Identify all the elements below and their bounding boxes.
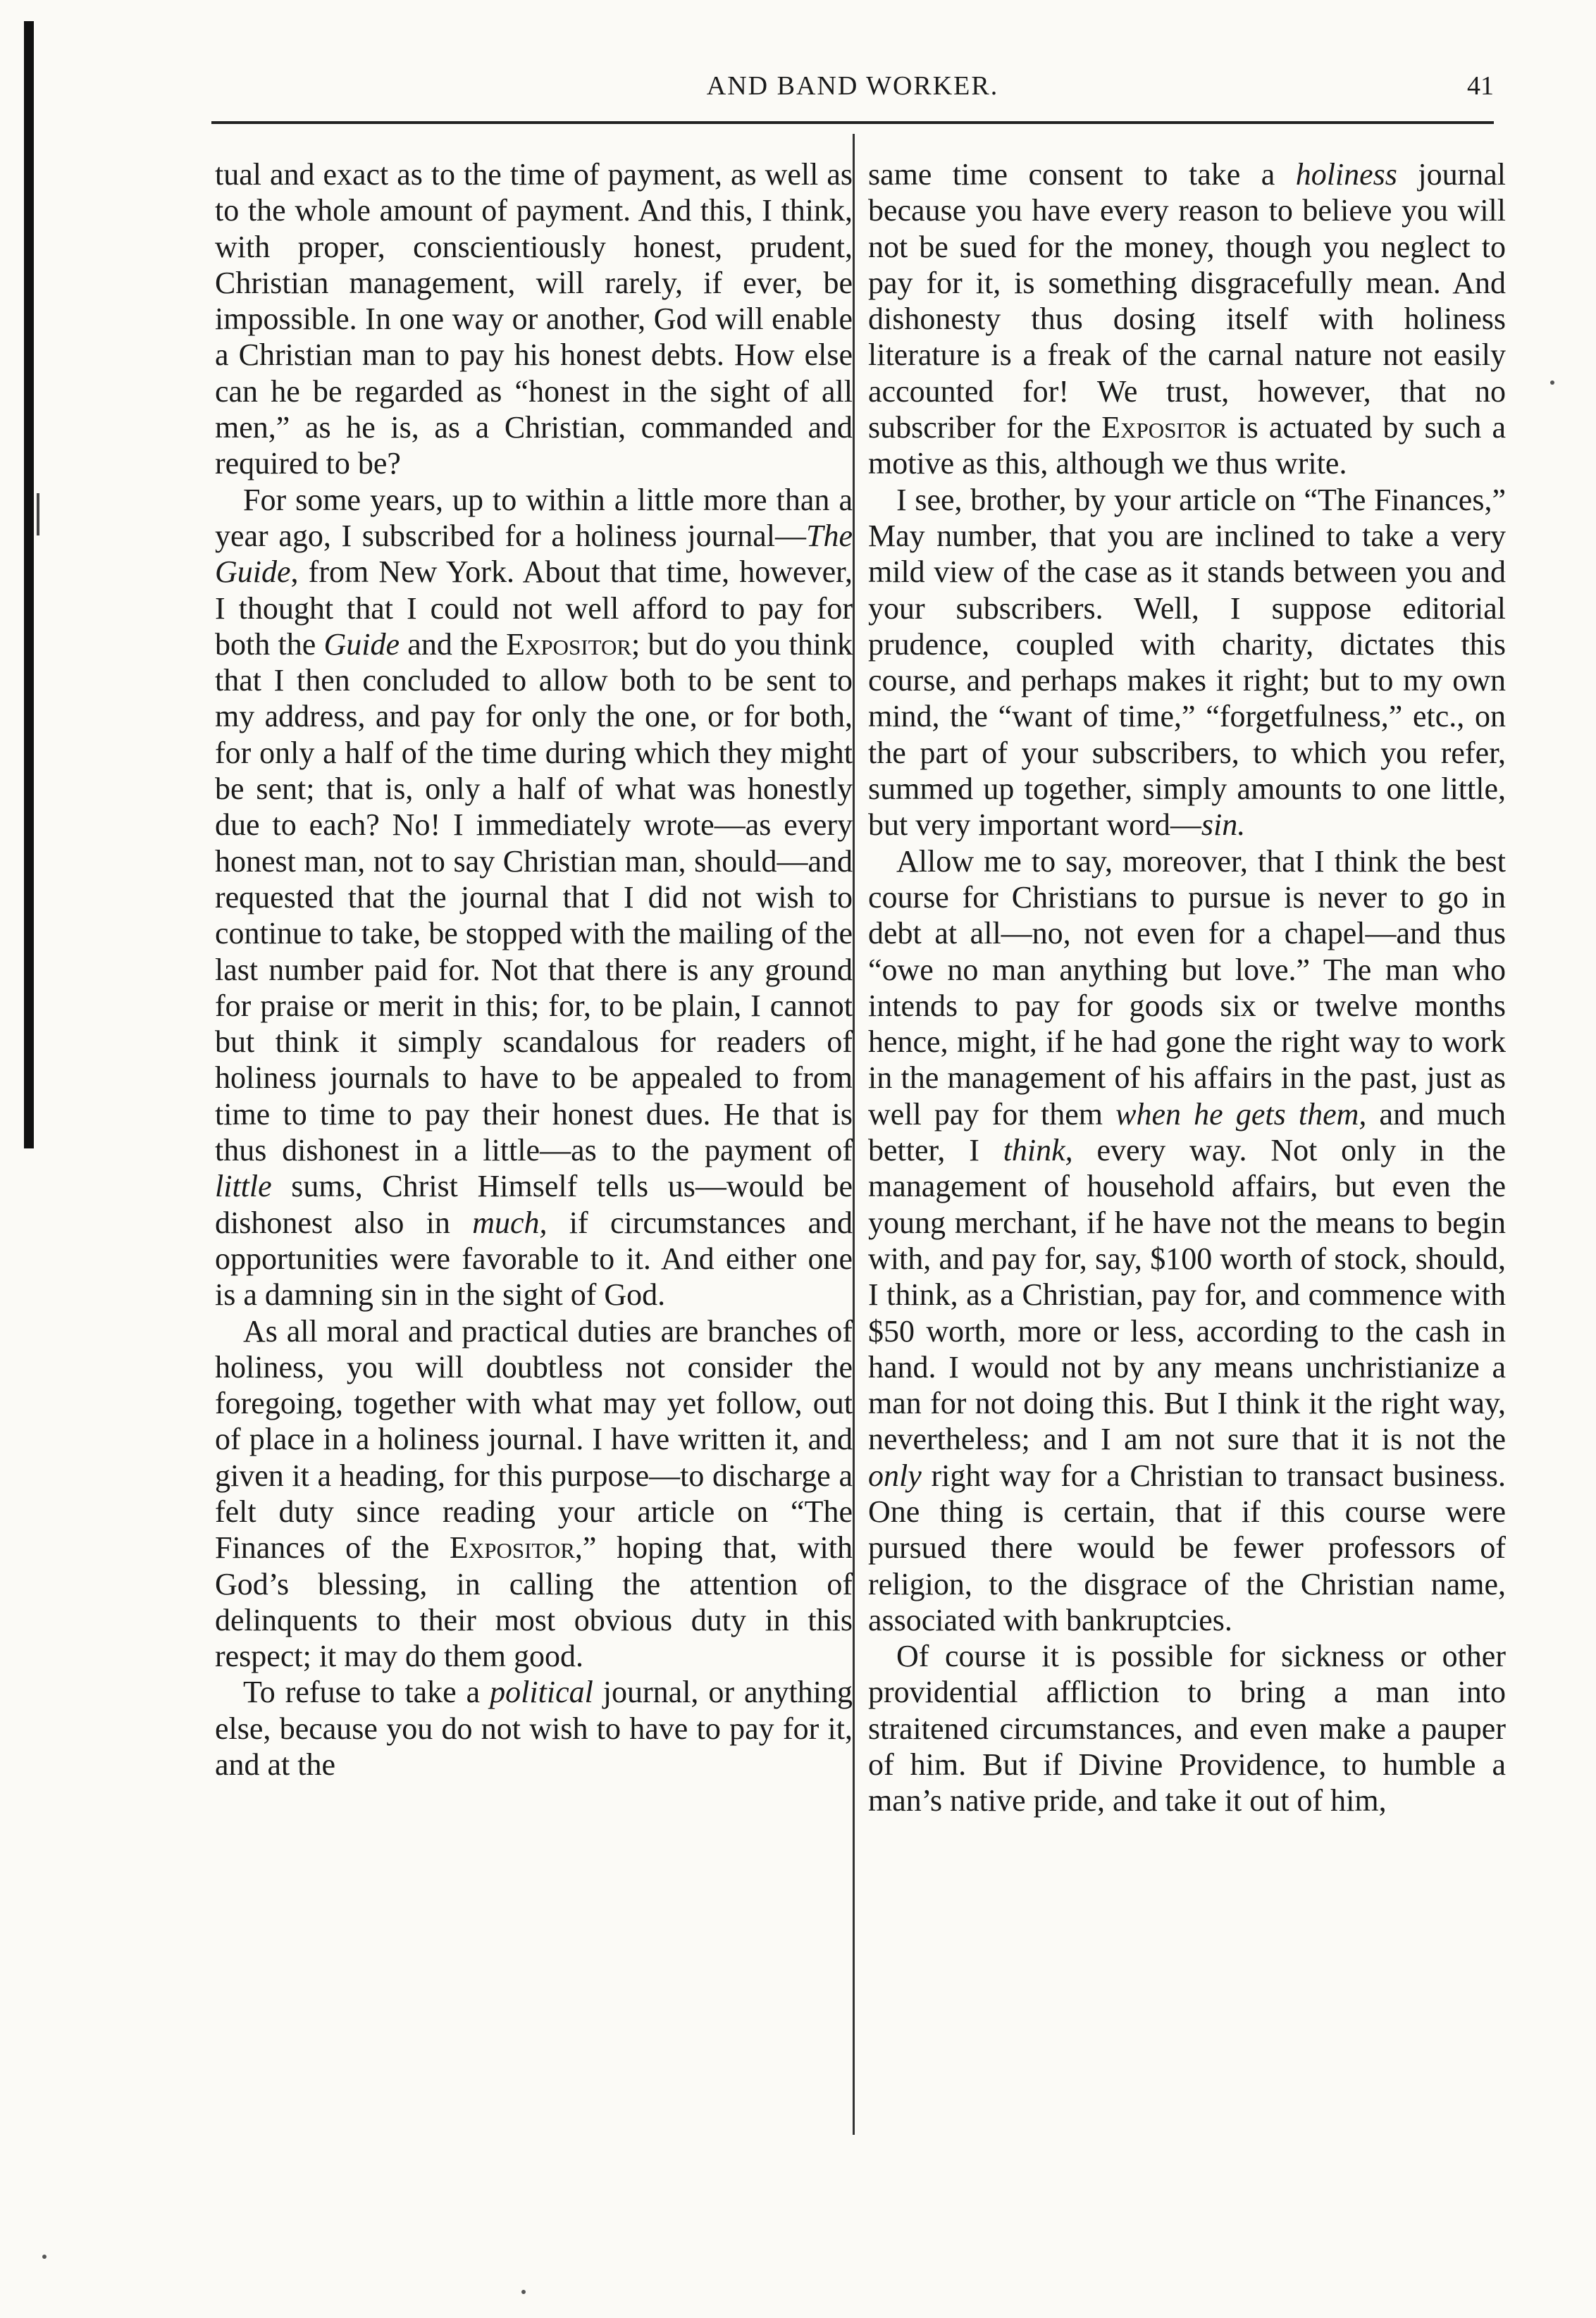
stray-mark	[42, 2255, 47, 2259]
column-divider	[853, 134, 855, 2135]
stray-mark	[1550, 380, 1554, 385]
right-column	[868, 156, 1506, 1819]
paragraph: Of course it is possible for sickness or other providential affliction to bring a man into straitened circumstances, and even make a pauper of him. But if Divine Providence, to humble a man’s native pride, and take it out of him,	[868, 1639, 1506, 1818]
journal-title: Guide	[323, 626, 400, 662]
binding-edge	[24, 21, 34, 1148]
header-rule	[211, 121, 1494, 124]
paragraph: I see, brother, by your article on “The Finances,” May number, that you are inclined to take a very mild view of the case as it stands between you and your subscribers. Well, I suppose editorial prudence, coupled with charity, dictates this course, and perhaps makes it right; but to my own mind, the “want of time,” “forgetfulness,” etc., on the part of your subscribers, to which you refer, summed up together, simply amounts to one little, but very important word—sin.	[868, 482, 1506, 843]
journal-name: Expositor	[506, 626, 632, 662]
paragraph: For some years, up to within a little more than a year ago, I subscribed for a holiness journal—The Guide, from New York. About that time, however, I thought that I could not well afford to pay for both the Guide and the Expositor; but do you think that I then concluded to allow both to be sent to my address, and pay for only the one, or for both, for only a half of the time during which they might be sent; that is, only a half of what was honestly due to each? No! I immediately wrote—as every honest man, not to say Christian man, should—and requested that the journal that I did not wish to continue to take, be stopped with the mailing of the last number paid for. Not that there is any ground for praise or merit in this; for, to be plain, I cannot but think it simply scandalous for readers of holiness journals to have to be appealed to from time to time to pay their honest dues. He that is thus dishonest in a little—as to the payment of little sums, Christ Himself tells us—would be dishonest also in much, if circumstances and opportunities were favorable to it. And either one is a damning sin in the sight of God.	[215, 482, 853, 1313]
paragraph: Allow me to say, moreover, that I think the best course for Christians to pursue is never to go in debt at all—no, not even for a chapel—and thus “owe no man anything but love.” The man who intends to pay for goods six or twelve months hence, might, if he had gone the right way to work in the management of his affairs in the past, just as well pay for them when he gets them, and much better, I think, every way. Not only in the management of household affairs, but even the young merchant, if he have not the means to begin with, and pay for, say, $100 worth of stock, should, I think, as a Christian, pay for, and commence with $50 worth, more or less, according to the cash in hand. I would not by any means unchristianize a man for not doing this. But I think it the right way, nevertheless; and I am not sure that it is not the only right way for a Christian to transact business. One thing is certain, that if this course were pursued there would be fewer professors of religion, to the disgrace of the Christian name, associated with bankruptcies.	[868, 843, 1506, 1637]
journal-name: Expositor	[1101, 410, 1227, 445]
paragraph: To refuse to take a political journal, or anything else, because you do not wish to have to pay for it, and at the	[215, 1675, 853, 1783]
page-number: 41	[1467, 71, 1494, 101]
journal-name: Expositor	[449, 1530, 575, 1566]
paragraph: tual and exact as to the time of payment, as well as to the whole amount of payment. And this, I think, with proper, conscientiously honest, prudent, Christian management, will rarely, if ever, be impossible. In one way or another, God will enable a Christian man to pay his honest debts. How else can he be regarded as “honest in the sight of all men,” as he is, as a Christian, commanded and required to be?	[215, 157, 853, 481]
paragraph: As all moral and practical duties are branches of holiness, you will doubtless not consider the foregoing, together with what may yet follow, out of place in a holiness journal. I have written it, and given it a heading, for this purpose—to discharge a felt duty since reading your article on “The Finances of the Expositor,” hoping that, with God’s blessing, in calling the attention of delinquents to their most obvious duty in this respect; it may do them good.	[215, 1313, 853, 1674]
paragraph: same time consent to take a holiness journal because you have every reason to believe you will not be sued for the money, though you neglect to pay for it, is something disgracefully mean. And dishonesty thus dosing itself with holiness literature is a freak of the carnal nature not easily accounted for! We trust, however, that no subscriber for the Expositor is actuated by such a motive as this, although we thus write.	[868, 157, 1506, 481]
stray-mark	[521, 2290, 526, 2294]
binding-mark	[37, 493, 39, 535]
page-header	[211, 70, 1494, 120]
running-head: AND BAND WORKER.	[706, 71, 999, 101]
journal-title: The Guide	[215, 518, 853, 590]
left-column	[215, 156, 853, 1783]
